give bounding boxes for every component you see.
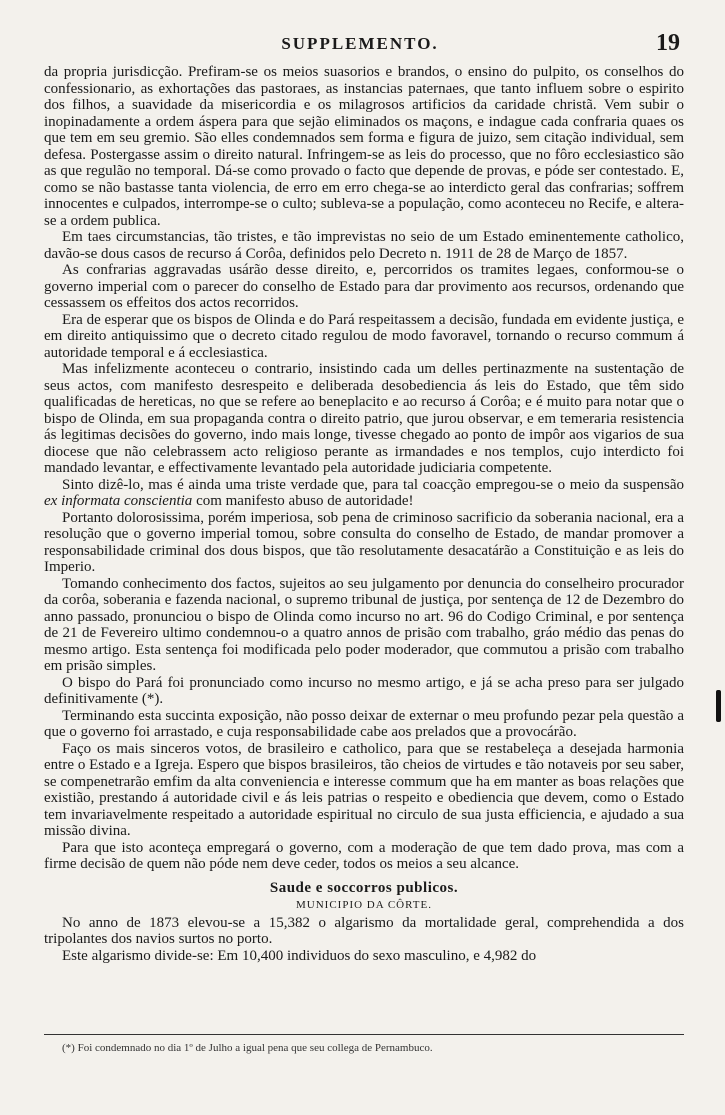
paragraph: Para que isto aconteça empregará o governo, com a moderação de que tem dado prova, mas com a firme decisão de quem não póde nem deve ceder, todos os meios a seu alcance.	[44, 839, 684, 872]
body-text	[44, 64, 684, 964]
subsection-heading: MUNICIPIO DA CÔRTE.	[296, 898, 432, 911]
paragraph: Sinto dizê-lo, mas é ainda uma triste verdade que, para tal coacção empregou-se o meio da suspensão ex informata conscientia com manifesto abuso de autoridade!	[44, 476, 684, 509]
binding-edge-mark	[716, 690, 721, 722]
paragraph: As confrarias aggravadas usárão desse direito, e, percorridos os tramites legaes, conformou-se o governo imperial com o parecer do conselho de Estado para dar provimento aos recursos, ordenando que cessassem os effeitos dos actos recorridos.	[44, 262, 684, 311]
paragraph: Portanto dolorosissima, porém imperiosa, sob pena de criminoso sacrificio da soberania nacional, era a resolução que o governo imperial tomou, sobre consulta do conselho de Estado, de mandar promover a responsabilidade criminal dos dous bispos, que tão resolutamente desacatárão a Constituição e as leis do Imperio.	[44, 509, 684, 575]
running-title: SUPPLEMENTO.	[281, 34, 439, 53]
paragraph: Em taes circumstancias, tão tristes, e tão imprevistas no seio de um Estado eminentemente catholico, davão-se dous casos de recurso á Corôa, definidos pelo Decreto n. 1911 de 28 de Março de 1857.	[44, 229, 684, 262]
latin-phrase: ex informata conscientia	[44, 493, 193, 509]
paragraph: da propria jurisdicção. Prefiram-se os meios suasorios e brandos, o ensino do pulpito, os conselhos do confessionario, as exhortações das pastoraes, as instancias paternaes, que tanto influem sobre o espirito dos filhos, a suavidade da misericordia e os milagrosos artificios da caridade christã. Vem subir o inopinadamente a ordem áspera para que sejão eliminados os maçons, e indague cada confraria quaes os que tem em seu gremio. São elles condemnados sem forma e figura de juizo, sem citação individual, sem defesa. Postergasse assim o direito natural. Infringem-se as leis do processo, que no fôro ecclesiastico são as que regulão no temporal. Dá-se como provado o facto que depende de provas, e póde ser contestado. E, como se não bastasse tanta violencia, de erro em erro chega-se ao interdicto geral das confrarias; soffrem innocentes e culpados, interrompe-se o culto; subleva-se a população, como aconteceu no Recife, e altera-se a ordem publica.	[44, 64, 684, 229]
footnote-divider	[44, 1034, 684, 1035]
paragraph: Este algarismo divide-se: Em 10,400 individuos do sexo masculino, e 4,982 do	[62, 947, 537, 964]
footnote: (*) Foi condemnado no dia 1º de Julho a igual pena que seu collega de Pernambuco.	[62, 1042, 433, 1054]
paragraph: No anno de 1873 elevou-se a 15,382 o algarismo da mortalidade geral, comprehendida a dos tripolantes dos navios surtos no porto.	[44, 914, 684, 947]
paragraph: Terminando esta succinta exposição, não posso deixar de externar o meu profundo pezar pela questão a que o governo foi arrastado, e cuja responsabilidade cabe aos prelados que a provocárão.	[44, 707, 684, 740]
paragraph: Era de esperar que os bispos de Olinda e do Pará respeitassem a decisão, fundada em evidente justiça, e em direito antiquissimo que o decreto citado regulou de modo favoravel, tornando o recurso commum á autoridade temporal e á ecclesiastica.	[44, 311, 684, 361]
page-number: 19	[656, 30, 680, 56]
paragraph: Faço os mais sinceros votos, de brasileiro e catholico, para que se restabeleça a desejada harmonia entre o Estado e a Igreja. Espero que bispos brasileiros, tão cheios de virtudes e tão notaveis por seu saber, se compenetrarão emfim da alta conveniencia e interesse commum que ha em manter as boas relações que existião, prestando á autoridade civil e ás leis patrias o respeito e obediencia que devem, como o Estado tem invariavelmente respeitado a autoridade espiritual no circulo de sua justa efficiencia, e ajudado a sua missão divina.	[44, 740, 684, 839]
paragraph: Tomando conhecimento dos factos, sujeitos ao seu julgamento por denuncia do conselheiro procurador da corôa, soberania e fazenda nacional, o supremo tribunal de justiça, por sentença de 12 de Dezembro do anno passado, pronunciou o bispo de Olinda como incurso no art. 96 do Codigo Criminal, e por sentença de 21 de Fevereiro ultimo condemnou-o a quatro annos de prisão com trabalho, gráo médio das penas do mesmo artigo. Esta sentença foi modificada pelo poder moderador, que commutou a prisão com trabalho em prisão simples.	[44, 575, 684, 674]
paragraph: O bispo do Pará foi pronunciado como incurso no mesmo artigo, e já se acha preso para ser julgado definitivamente (*).	[44, 674, 684, 707]
page-header	[40, 30, 680, 60]
paragraph: Mas infelizmente aconteceu o contrario, insistindo cada um delles pertinazmente na sustentação de seus actos, com manifesto desrespeito e deliberada desobediencia ás leis do Estado, que têm sido qualificadas de hereticas, no que se refere ao beneplacito e ao recurso á Corôa; e é muito para notar que o bispo de Olinda, em sua propaganda contra o direito patrio, que jurou observar, e em temeraria resistencia ás legitimas decisões do governo, indo mais longe, tivesse chegado ao ponto de impôr aos vigarios de sua diocese que não celebrassem acto religioso perante as irmandades e nos templos, cujo interdicto foi mandado levantar, e effectivamente levantado pela autoridade judiciaria competente.	[44, 361, 684, 476]
section-heading: Saude e soccorros publicos.	[269, 879, 459, 896]
